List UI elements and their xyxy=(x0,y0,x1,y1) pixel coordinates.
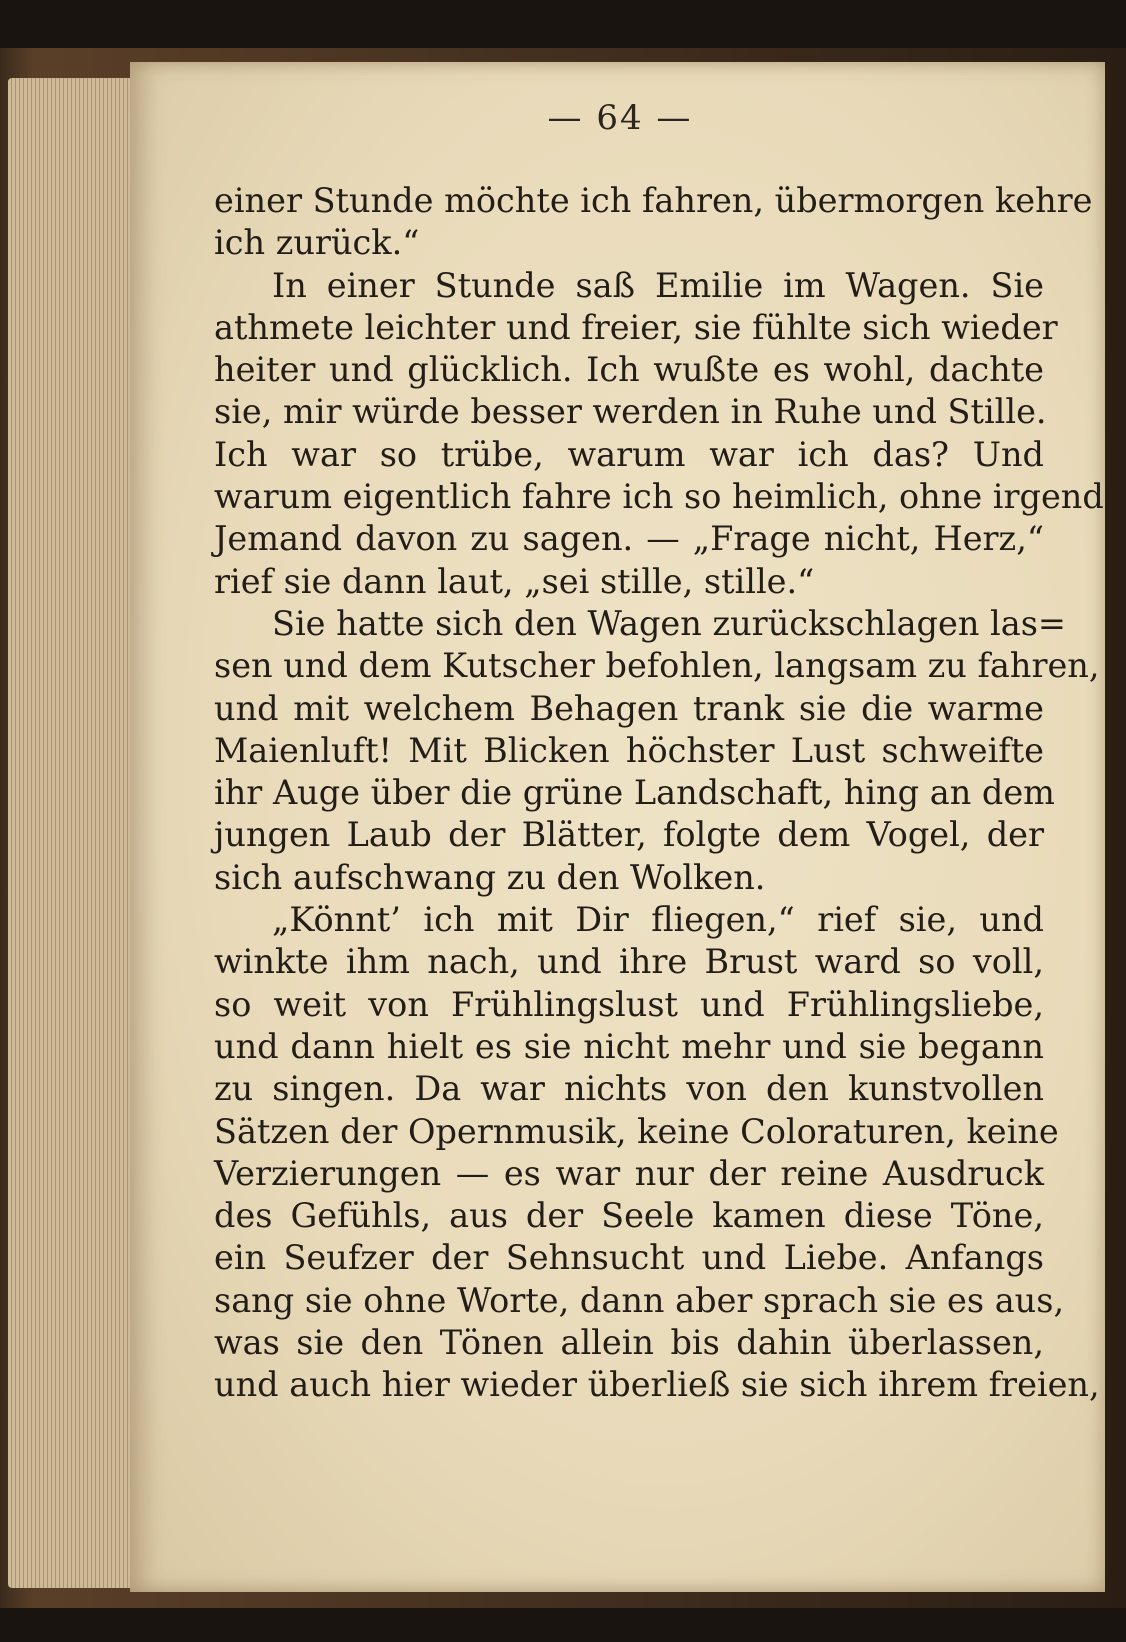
text-line: heiter und glücklich. Ich wußte es wohl, dachte xyxy=(214,350,1044,390)
text-line: was sie den Tönen allein bis dahin überlassen, xyxy=(214,1323,1044,1363)
page-edges xyxy=(8,78,138,1588)
text-line: sie, mir würde besser werden in Ruhe und Stille. xyxy=(214,392,1047,432)
text-line: warum eigentlich fahre ich so heimlich, ohne irgend xyxy=(214,477,1104,517)
text-line: einer Stunde möchte ich fahren, übermorgen kehre xyxy=(214,181,1093,220)
text-line: Sätzen der Opernmusik, keine Coloraturen, keine xyxy=(214,1111,1059,1151)
text-line: zu singen. Da war nichts von den kunstvollen xyxy=(214,1069,1044,1109)
text-line: Ich war so trübe, warum war ich das? Und xyxy=(214,434,1044,474)
text-line: ein Seufzer der Sehnsucht und Liebe. Anfangs xyxy=(214,1238,1044,1278)
text-line: athmete leichter und freier, sie fühlte sich wieder xyxy=(214,307,1058,347)
text-line: des Gefühls, aus der Seele kamen diese Töne, xyxy=(214,1196,1044,1236)
page-number: — 64 — xyxy=(547,98,693,138)
body-text xyxy=(214,180,1104,1407)
text-line: und mit welchem Behagen trank sie die warme xyxy=(214,688,1044,728)
text-line: sen und dem Kutscher befohlen, langsam zu fahren, xyxy=(214,646,1100,686)
text-line: „Könnt’ ich mit Dir fliegen,“ rief sie, und xyxy=(272,900,1044,940)
text-line: Sie hatte sich den Wagen zurückschlagen las= xyxy=(272,603,1066,643)
text-line: In einer Stunde saß Emilie im Wagen. Sie xyxy=(272,265,1044,305)
text-line: Jemand davon zu sagen. — „Frage nicht, Herz,“ xyxy=(214,519,1044,559)
text-line: Maienluft! Mit Blicken höchster Lust schweifte xyxy=(214,730,1044,770)
text-line: ich zurück.“ xyxy=(214,223,420,263)
text-line: sich aufschwang zu den Wolken. xyxy=(214,857,766,897)
text-line: jungen Laub der Blätter, folgte dem Vogel, der xyxy=(214,815,1044,855)
text-line: und auch hier wieder überließ sie sich ihrem freien, xyxy=(214,1365,1100,1405)
text-line: Verzierungen — es war nur der reine Ausdruck xyxy=(214,1153,1044,1193)
text-line: und dann hielt es sie nicht mehr und sie begann xyxy=(214,1026,1044,1066)
text-line: ihr Auge über die grüne Landschaft, hing an dem xyxy=(214,773,1055,813)
text-line: so weit von Frühlingslust und Frühlingsliebe, xyxy=(214,984,1044,1024)
text-line: sang sie ohne Worte, dann aber sprach sie es aus, xyxy=(214,1280,1065,1320)
text-line: rief sie dann laut, „sei stille, stille.“ xyxy=(214,561,815,601)
text-line: winkte ihm nach, und ihre Brust ward so voll, xyxy=(214,942,1044,982)
